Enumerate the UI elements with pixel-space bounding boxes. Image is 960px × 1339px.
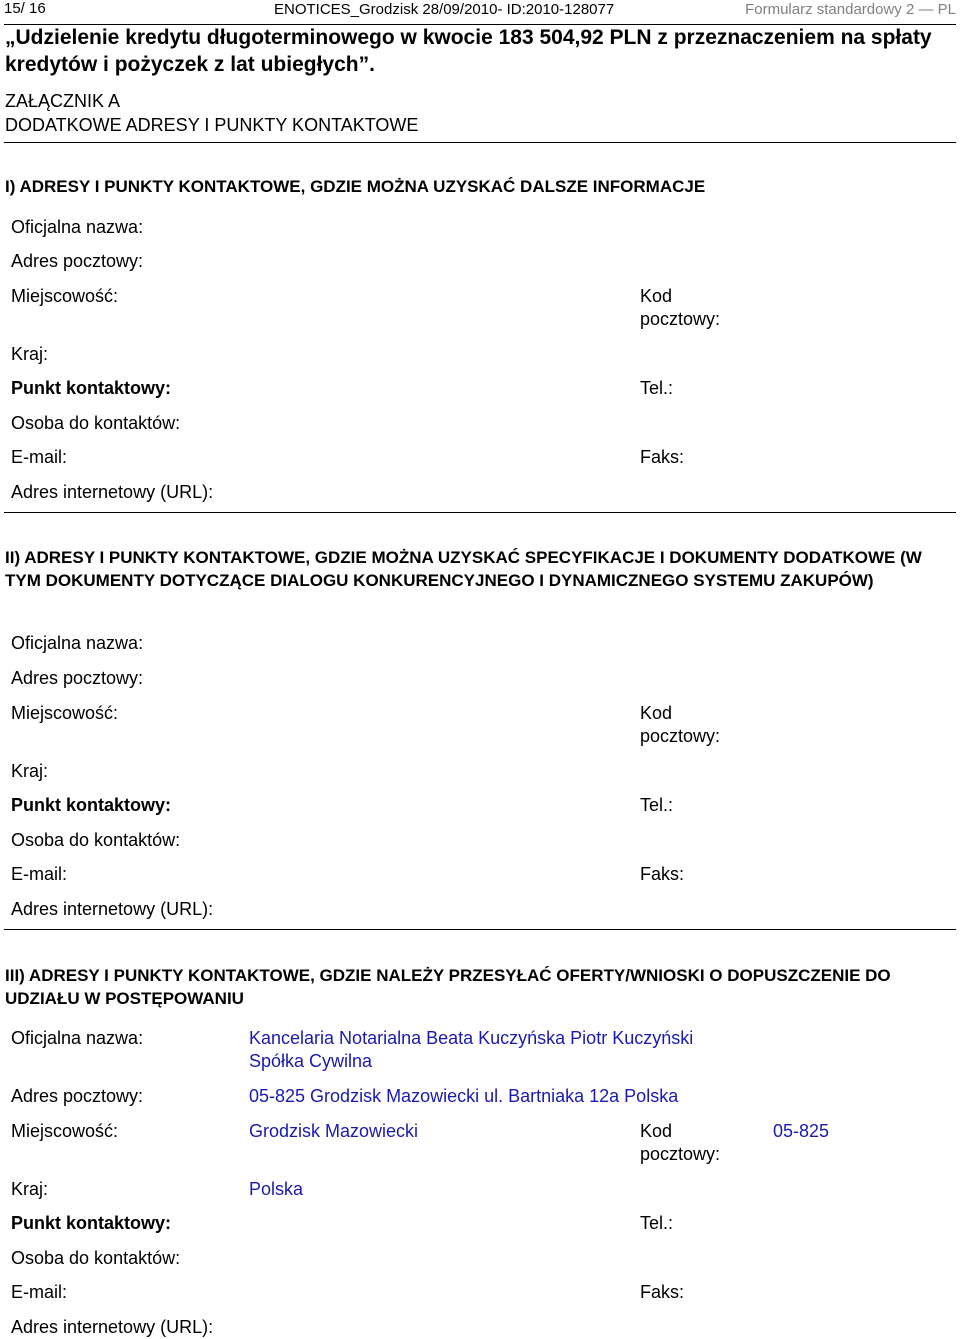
notice-id: ENOTICES_Grodzisk 28/09/2010- ID:2010-128077 (274, 1, 615, 18)
page-number: 15/ 16 (4, 0, 46, 17)
country-label: Kraj: (11, 344, 49, 364)
town-value: Grodzisk Mazowiecki (249, 1121, 419, 1141)
postal-address-label: Adres pocztowy: (11, 668, 144, 688)
email-label: E-mail: (11, 447, 68, 467)
tel-label: Tel.: (640, 795, 674, 815)
contact-person-label: Osoba do kontaktów: (11, 830, 181, 850)
divider (4, 142, 956, 143)
annex-subtitle: DODATKOWE ADRESY I PUNKTY KONTAKTOWE (5, 115, 419, 135)
url-label: Adres internetowy (URL): (11, 482, 214, 502)
url-label: Adres internetowy (URL): (11, 899, 214, 919)
official-name-label: Oficjalna nazwa: (11, 1028, 144, 1048)
country-label: Kraj: (11, 1179, 49, 1199)
postal-code-label-2: pocztowy: (640, 309, 721, 329)
page-header (4, 0, 956, 25)
contact-person-label: Osoba do kontaktów: (11, 1248, 181, 1268)
postal-address-label: Adres pocztowy: (11, 251, 144, 271)
postal-code-label: Kod (640, 1121, 673, 1141)
postal-code-label-2: pocztowy: (640, 1144, 721, 1164)
section-1-heading: I) ADRESY I PUNKTY KONTAKTOWE, GDZIE MOŻNA UZYSKAĆ DALSZE INFORMACJE (5, 177, 706, 196)
fax-label: Faks: (640, 447, 685, 467)
section-3-heading: III) ADRESY I PUNKTY KONTAKTOWE, GDZIE NALEŻY PRZESYŁAĆ OFERTY/WNIOSKI O DOPUSZCZENIE DO UDZIAŁU W POSTĘPOWANIU (5, 966, 891, 1008)
postal-address-label: Adres pocztowy: (11, 1086, 144, 1106)
section-2-heading: II) ADRESY I PUNKTY KONTAKTOWE, GDZIE MOŻNA UZYSKAĆ SPECYFIKACJE I DOKUMENTY DODATKOWE (W TYM DOKUMENTY DOTYCZĄCE DIALOGU KONKURENCYJNEGO I DYNAMICZNEGO SYSTEMU ZAKUPÓW) (5, 548, 922, 590)
official-name-label: Oficjalna nazwa: (11, 633, 144, 653)
contact-point-label: Punkt kontaktowy: (11, 795, 172, 815)
country-value: Polska (249, 1179, 304, 1199)
document-title: „Udzielenie kredytu długoterminowego w kwocie 183 504,92 PLN z przeznaczeniem na spłaty kredytów i pożyczek z lat ubiegłych”. (5, 26, 932, 76)
tel-label: Tel.: (640, 378, 674, 398)
annex-label: ZAŁĄCZNIK A (5, 91, 121, 111)
country-label: Kraj: (11, 761, 49, 781)
postal-code-value: 05-825 (773, 1121, 830, 1141)
official-name-value: Kancelaria Notarialna Beata Kuczyńska Piotr Kuczyński (249, 1028, 694, 1048)
contact-point-label: Punkt kontaktowy: (11, 1213, 172, 1233)
url-label: Adres internetowy (URL): (11, 1317, 214, 1337)
town-label: Miejscowość: (11, 286, 119, 306)
postal-code-label-2: pocztowy: (640, 726, 721, 746)
contact-point-label: Punkt kontaktowy: (11, 378, 172, 398)
town-label: Miejscowość: (11, 1121, 119, 1141)
tel-label: Tel.: (640, 1213, 674, 1233)
email-label: E-mail: (11, 864, 68, 884)
postal-code-label: Kod (640, 703, 673, 723)
divider (4, 929, 956, 930)
contact-person-label: Osoba do kontaktów: (11, 413, 181, 433)
postal-code-label: Kod (640, 286, 673, 306)
official-name-label: Oficjalna nazwa: (11, 217, 144, 237)
fax-label: Faks: (640, 1282, 685, 1302)
form-type: Formularz standardowy 2 — PL (745, 1, 956, 18)
fax-label: Faks: (640, 864, 685, 884)
divider (4, 512, 956, 513)
official-name-value-2: Spółka Cywilna (249, 1051, 373, 1071)
email-label: E-mail: (11, 1282, 68, 1302)
postal-address-value: 05-825 Grodzisk Mazowiecki ul. Bartniaka 12a Polska (249, 1086, 679, 1106)
town-label: Miejscowość: (11, 703, 119, 723)
